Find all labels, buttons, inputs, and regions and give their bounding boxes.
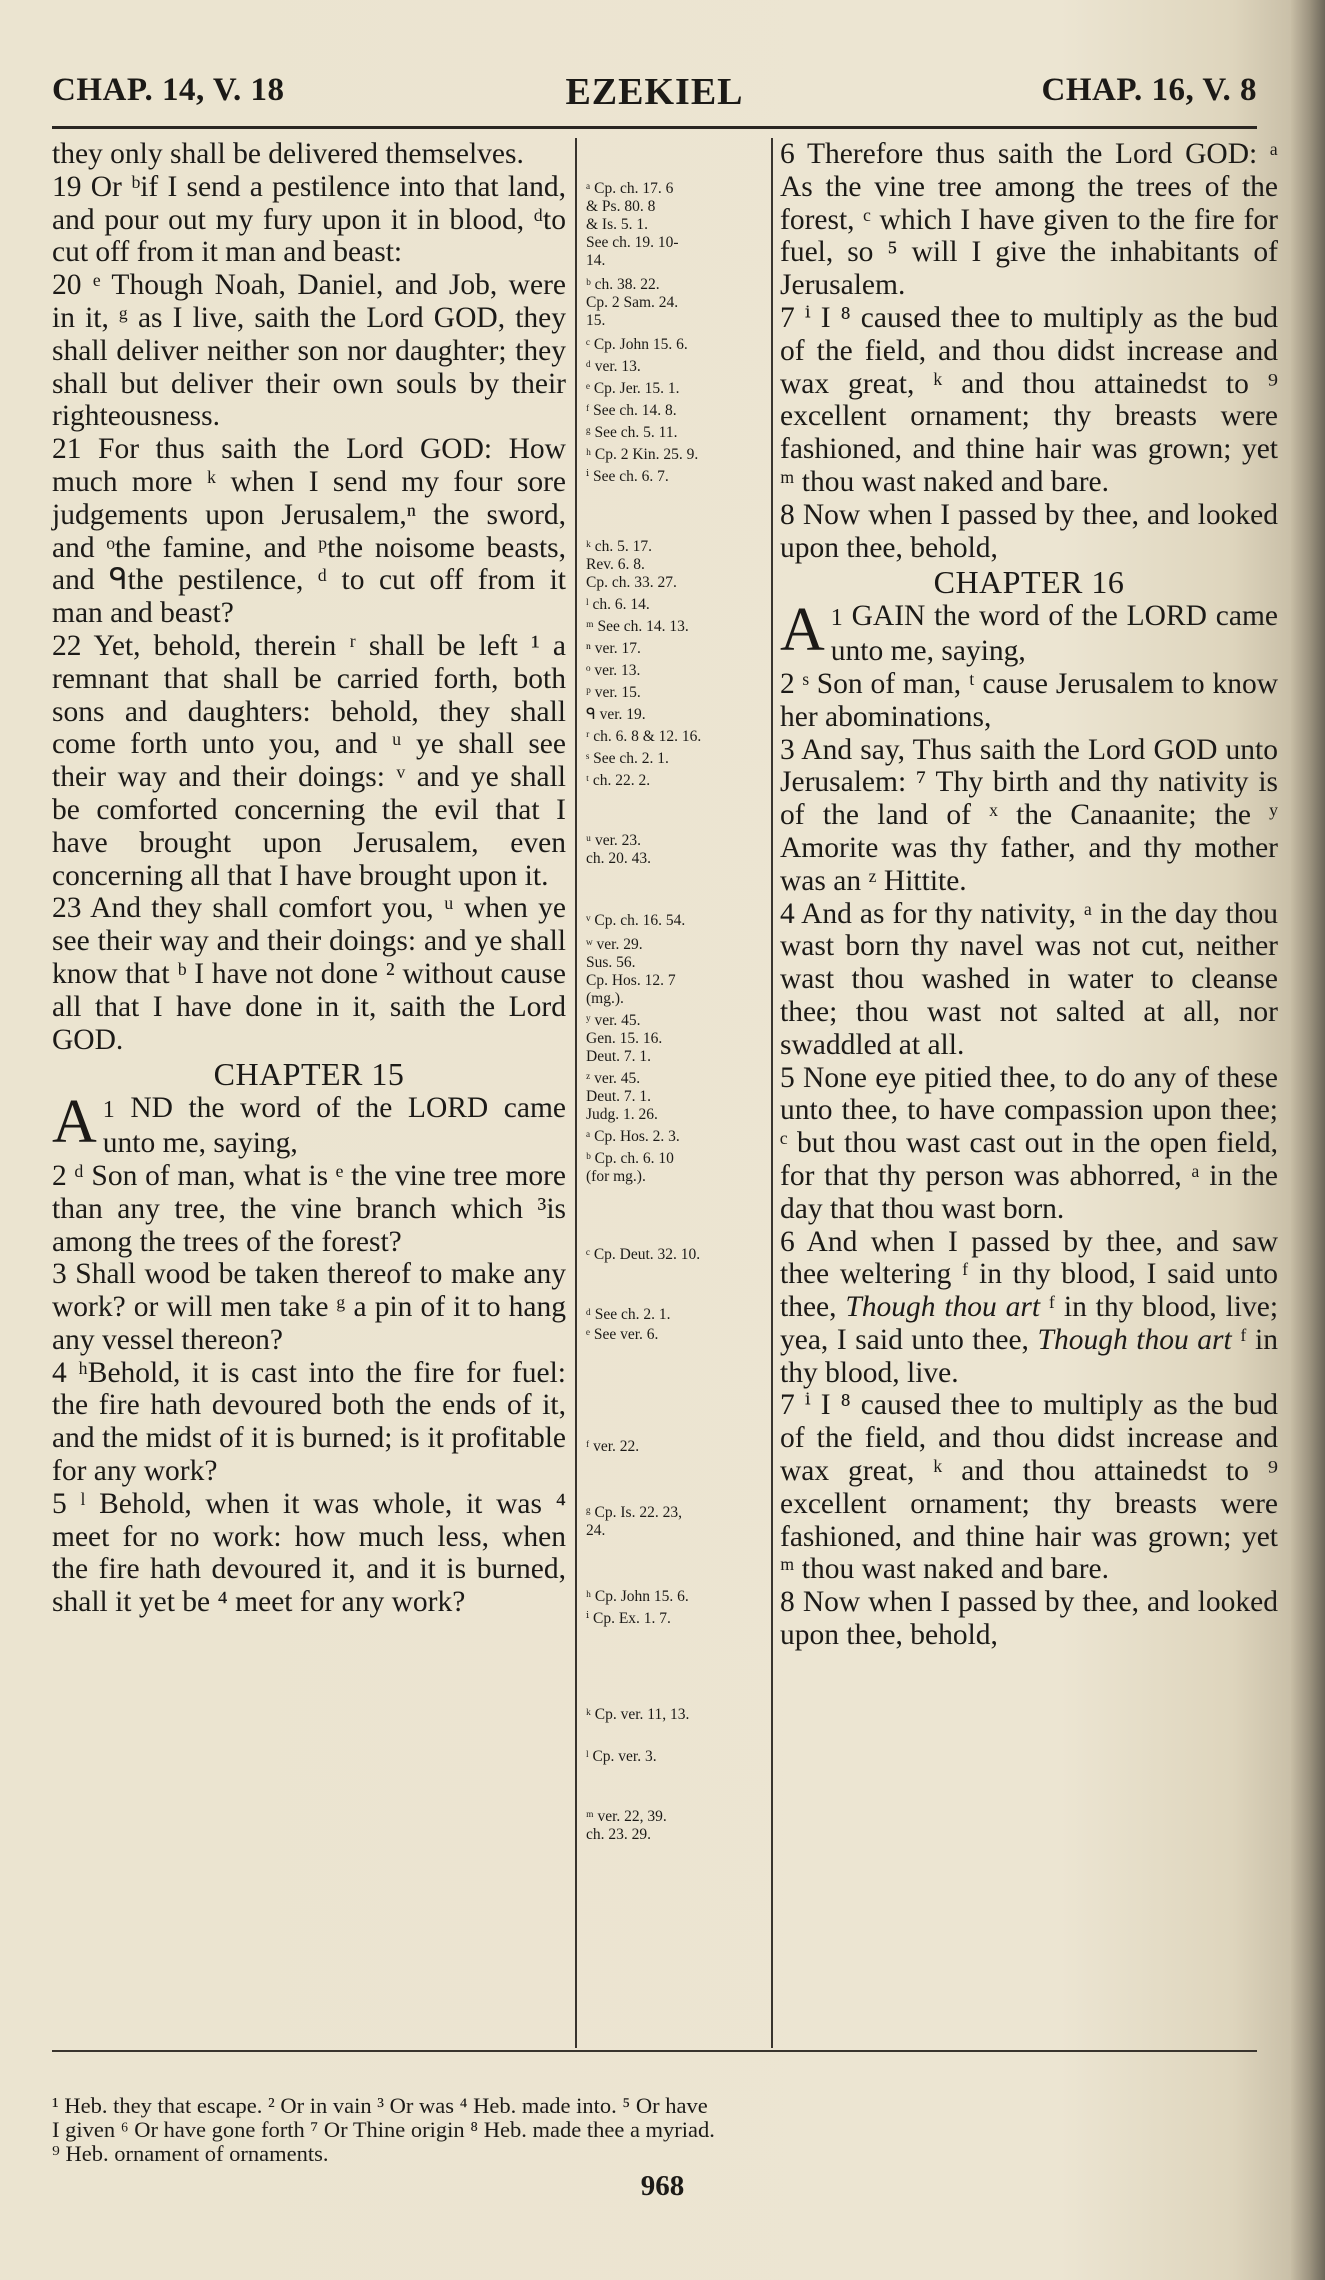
chapter-16-verse-1 xyxy=(780,596,1279,668)
cross-ref: ʰ Cp. John 15. 6. xyxy=(586,1588,689,1605)
cross-ref: ᵈ ver. 13. xyxy=(586,358,641,375)
verse-text: 6 And when I passed by thee, and saw thee weltering ᶠ in thy blood, I said unto thee, xyxy=(780,1225,1278,1324)
chapter-16-verse-6 xyxy=(780,1226,1278,1390)
cross-ref: ˡ ch. 6. 14. xyxy=(586,596,650,613)
chapter-15-verse-8: 8 Now when I passed by thee, and looked upon thee, behold, xyxy=(780,498,1278,564)
cross-ref: ᵐ See ch. 14. 13. xyxy=(586,618,689,635)
verse-text: ND the word of the LORD came unto me, saying, xyxy=(102,1092,567,1160)
cross-ref: ᵛ Cp. ch. 16. 54. xyxy=(586,912,686,929)
cross-ref: ʳ ch. 6. 8 & 12. 16. xyxy=(586,728,702,745)
verse-22: 22 Yet, behold, therein ʳ shall be left ¹ a remnant that shall be carried forth, both sons and daughters: behold, they shall come forth unto you, and ᵘ ye shall see their way and their doings: ᵛ and ye shall be comforted concerning the evil that I have brought upon Jerusalem, even concerning all that I have brought upon it. xyxy=(52,629,566,892)
cross-ref: ᵗ ch. 22. 2. xyxy=(586,772,651,789)
chapter-15-verse-3: 3 Shall wood be taken thereof to make any work? or will men take ᵍ a pin of it to hang any vessel thereon? xyxy=(52,1258,566,1356)
cross-ref: ᶠ ver. 22. xyxy=(586,1438,640,1455)
verse-23: 23 And they shall comfort you, ᵘ when ye see their way and their doings: and ye shall know that ᵇ I have not done ² without cause all that I have done in it, saith the Lord GOD. xyxy=(52,892,566,1056)
header-book-title: EZEKIEL xyxy=(565,71,744,113)
column-divider-left xyxy=(575,138,577,2048)
verse-continuation: they only shall be delivered themselves. xyxy=(52,138,524,170)
cross-ref: ᵃ Cp. Hos. 2. 3. xyxy=(586,1128,680,1145)
cross-ref: ʸ ver. 45. Gen. 15. 16. Deut. 7. 1. xyxy=(586,1012,663,1065)
right-text-column xyxy=(780,138,1278,1652)
header-left-reference: CHAP. 14, V. 18 xyxy=(52,72,285,108)
cross-ref: ᵉ See ver. 6. xyxy=(586,1326,659,1343)
cross-ref: ⁿ ver. 17. xyxy=(586,640,641,657)
chapter-16-verse-2: 2 ˢ Son of man, ᵗ cause Jerusalem to know her abominations, xyxy=(780,667,1278,733)
footnote-line: I given ⁶ Or have gone forth ⁷ Or Thine origin ⁸ Heb. made thee a myriad. xyxy=(52,2117,715,2142)
chapter-16-verse-7: 7 ⁱ I ⁸ caused thee to multiply as the bud of the field, and thou didst increase and wax great, ᵏ and thou attainedst to ⁹ excellent ornament; thy breasts were fashioned, and thine hair was grown; yet ᵐ thou wast naked and bare. xyxy=(780,1389,1278,1586)
chapter-16-verse-8: 8 Now when I passed by thee, and looked upon thee, behold, xyxy=(780,1586,1278,1652)
cross-ref: ᵒ ver. 13. xyxy=(586,662,641,679)
cross-ref: ᑫ ver. 19. xyxy=(586,706,646,723)
chapter-15-verse-5: 5 ˡ Behold, when it was whole, it was ⁴ meet for no work: how much less, when the fire hath devoured it, and it is burned, shall it yet be ⁴ meet for any work? xyxy=(52,1487,566,1619)
footnote-rule xyxy=(52,2050,1257,2052)
cross-reference-column xyxy=(586,138,776,1844)
cross-ref: ʷ ver. 29. Sus. 56. Cp. Hos. 12. 7 (mg.). xyxy=(586,936,676,1007)
drop-cap: A xyxy=(52,1088,97,1157)
verse-20: 20 ᵉ Though Noah, Daniel, and Job, were in it, ᵍ as I live, saith the Lord GOD, they shall deliver neither son nor daughter; they shall but deliver their own souls by their righteousness. xyxy=(52,269,566,433)
cross-ref: ᶻ ver. 45. Deut. 7. 1. Judg. 1. 26. xyxy=(586,1070,658,1123)
italic-text: Though thou art xyxy=(1037,1323,1232,1356)
chapter-15-verse-2: 2 ᵈ Son of man, what is ᵉ the vine tree more than any tree, the vine branch which ³is among the trees of the forest? xyxy=(52,1159,566,1258)
cross-ref: ᶠ See ch. 14. 8. xyxy=(586,402,677,419)
chapter-15-verse-4: 4 ʰBehold, it is cast into the fire for fuel: the fire hath devoured both the ends of it, and the midst of it is burned; is it profitable for any work? xyxy=(52,1356,566,1488)
left-text-column xyxy=(52,138,566,1619)
footnote-line: ¹ Heb. they that escape. ² Or in vain ³ Or was ⁴ Heb. made into. ⁵ Or have xyxy=(52,2093,708,2118)
cross-ref: ᵘ ver. 23. ch. 20. 43. xyxy=(586,832,652,867)
cross-ref: ᶜ Cp. Deut. 32. 10. xyxy=(586,1246,701,1263)
cross-ref: ᵉ Cp. Jer. 15. 1. xyxy=(586,380,680,397)
page-number: 968 xyxy=(640,2170,685,2202)
chapter-heading-15: CHAPTER 15 xyxy=(213,1056,405,1093)
cross-ref: ᵈ See ch. 2. 1. xyxy=(586,1306,671,1323)
verse-21: 21 For thus saith the Lord GOD: How much more ᵏ when I send my four sore judgements upon Jerusalem,ⁿ the sword, and ᵒthe famine, and ᵖthe noisome beasts, and ᑫthe pestilence, ᵈ to cut off from it man and beast? xyxy=(52,433,566,630)
chapter-heading-16: CHAPTER 16 xyxy=(933,564,1125,601)
cross-ref: ᵍ Cp. Is. 22. 23, 24. xyxy=(586,1504,682,1539)
chapter-16-verse-5: 5 None eye pitied thee, to do any of these unto thee, to have compassion upon thee; ᶜ but thou wast cast out in the open field, for that thy person was abhorred, ᵃ in the day that thou wast born. xyxy=(780,1061,1278,1225)
running-header xyxy=(52,66,1257,126)
cross-ref: ⁱ See ch. 6. 7. xyxy=(586,468,669,485)
verse-text: ᶠ in thy blood, live. xyxy=(780,1323,1279,1389)
cross-ref: ᶜ Cp. John 15. 6. xyxy=(586,336,688,353)
cross-ref: ˢ See ch. 2. 1. xyxy=(586,750,669,767)
verse-19: 19 Or ᵇif I send a pestilence into that land, and pour out my fury upon it in blood, ᵈto cut off from it man and beast: xyxy=(52,170,566,269)
verse-number: 1 xyxy=(830,605,843,632)
chapter-15-verse-6: 6 Therefore thus saith the Lord GOD: ᵃ As the vine tree among the trees of the forest, ᶜ which I have given to the fire for fuel, so ⁵ will I give the inhabitants of Jerusalem. xyxy=(780,138,1278,302)
page-edge-shadow xyxy=(1291,0,1325,2280)
chapter-15-verse-7: 7 ⁱ I ⁸ caused thee to multiply as the bud of the field, and thou didst increase and wax great, ᵏ and thou attainedst to ⁹ excellent ornament; thy breasts were fashioned, and thine hair was grown; yet ᵐ thou wast naked and bare. xyxy=(780,301,1278,498)
cross-ref: ᵏ ch. 5. 17. Rev. 6. 8. Cp. ch. 33. 27. xyxy=(586,538,677,591)
header-rule xyxy=(52,126,1257,129)
verse-text: ᶠ in thy blood, live; yea, I said unto thee, xyxy=(780,1291,1279,1356)
footnotes xyxy=(52,2094,1272,2166)
cross-ref: ᵏ Cp. ver. 11, 13. xyxy=(586,1706,690,1723)
chapter-15-verse-1 xyxy=(52,1088,567,1160)
italic-text: Though thou art xyxy=(845,1291,1041,1324)
cross-ref: ⁱ Cp. Ex. 1. 7. xyxy=(586,1610,671,1627)
cross-ref: ᵖ ver. 15. xyxy=(586,684,641,701)
cross-ref: ᵃ Cp. ch. 17. 6 & Ps. 80. 8 & Is. 5. 1. See ch. 19. 10- 14. xyxy=(586,180,679,269)
cross-ref: ˡ Cp. ver. 3. xyxy=(586,1748,657,1765)
footnote-line: ⁹ Heb. ornament of ornaments. xyxy=(52,2141,329,2166)
chapter-16-verse-3: 3 And say, Thus saith the Lord GOD unto Jerusalem: ⁷ Thy birth and thy nativity is of the land of ˣ the Canaanite; the ʸ Amorite was thy father, and thy mother was an ᶻ Hittite. xyxy=(780,733,1278,897)
verse-text: GAIN the word of the LORD came unto me, saying, xyxy=(830,600,1279,668)
cross-ref: ᵇ ch. 38. 22. Cp. 2 Sam. 24. 15. xyxy=(586,276,679,329)
chapter-16-verse-4: 4 And as for thy nativity, ᵃ in the day thou wast born thy navel was not cut, neither wast thou washed in water to cleanse thee; thou wast not salted at all, nor swaddled at all. xyxy=(780,897,1278,1061)
cross-ref: ʰ Cp. 2 Kin. 25. 9. xyxy=(586,446,699,463)
drop-cap: A xyxy=(780,596,825,665)
header-right-reference: CHAP. 16, V. 8 xyxy=(1041,72,1257,108)
cross-ref: ᵍ See ch. 5. 11. xyxy=(586,424,678,441)
cross-ref: ᵇ Cp. ch. 6. 10 (for mg.). xyxy=(586,1150,674,1185)
verse-number: 1 xyxy=(102,1097,115,1124)
cross-ref: ᵐ ver. 22, 39. ch. 23. 29. xyxy=(586,1808,667,1843)
